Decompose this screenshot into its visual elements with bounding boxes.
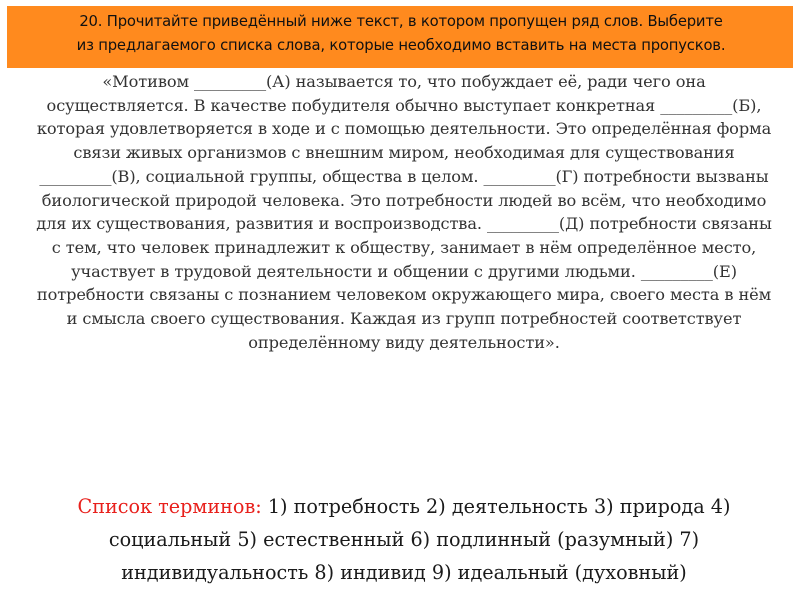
- terms-items: 1) потребность 2) деятельность 3) природа 4) социальный 5) естественный 6) подлинный (разумный) 7) индивидуальность 8) индивид 9) идеальный (духовный): [108, 495, 731, 584]
- passage-text: «Мотивом _________(А) называется то, что побуждает её, ради чего она осуществляется. В качестве побудителя обычно выступает конкретная _________(Б), которая удовлетворяется в ходе и с помощью деятельности. Это определённая форма связи живых организмов с внешним миром, необходимая для существования _________(В), социальной группы, общества в целом. _________(Г) потребности вызваны биологической природой человека. Это потребности людей во всём, что необходимо для их существования, развития и воспроизводства. _________(Д) потребности связаны с тем, что человек принадлежит к обществу, занимает в нём определённое место, участвует в трудовой деятельности и общении с другими людьми. _________(Е) потребности связаны с познанием человеком окружающего мира, своего места в нём и смысла своего существования. Каждая из групп потребностей соответствует определённому виду деятельности».: [36, 72, 772, 352]
- passage: [34, 70, 774, 354]
- terms-label: Список терминов:: [77, 495, 268, 518]
- task-header-line-2: из предлагаемого списка слова, которые необходимо вставить на места пропусков.: [76, 37, 726, 54]
- terms-list: [24, 490, 784, 589]
- task-header-line-1: 20. Прочитайте приведённый ниже текст, в котором пропущен ряд слов. Выберите: [79, 13, 723, 30]
- task-header: [7, 6, 793, 68]
